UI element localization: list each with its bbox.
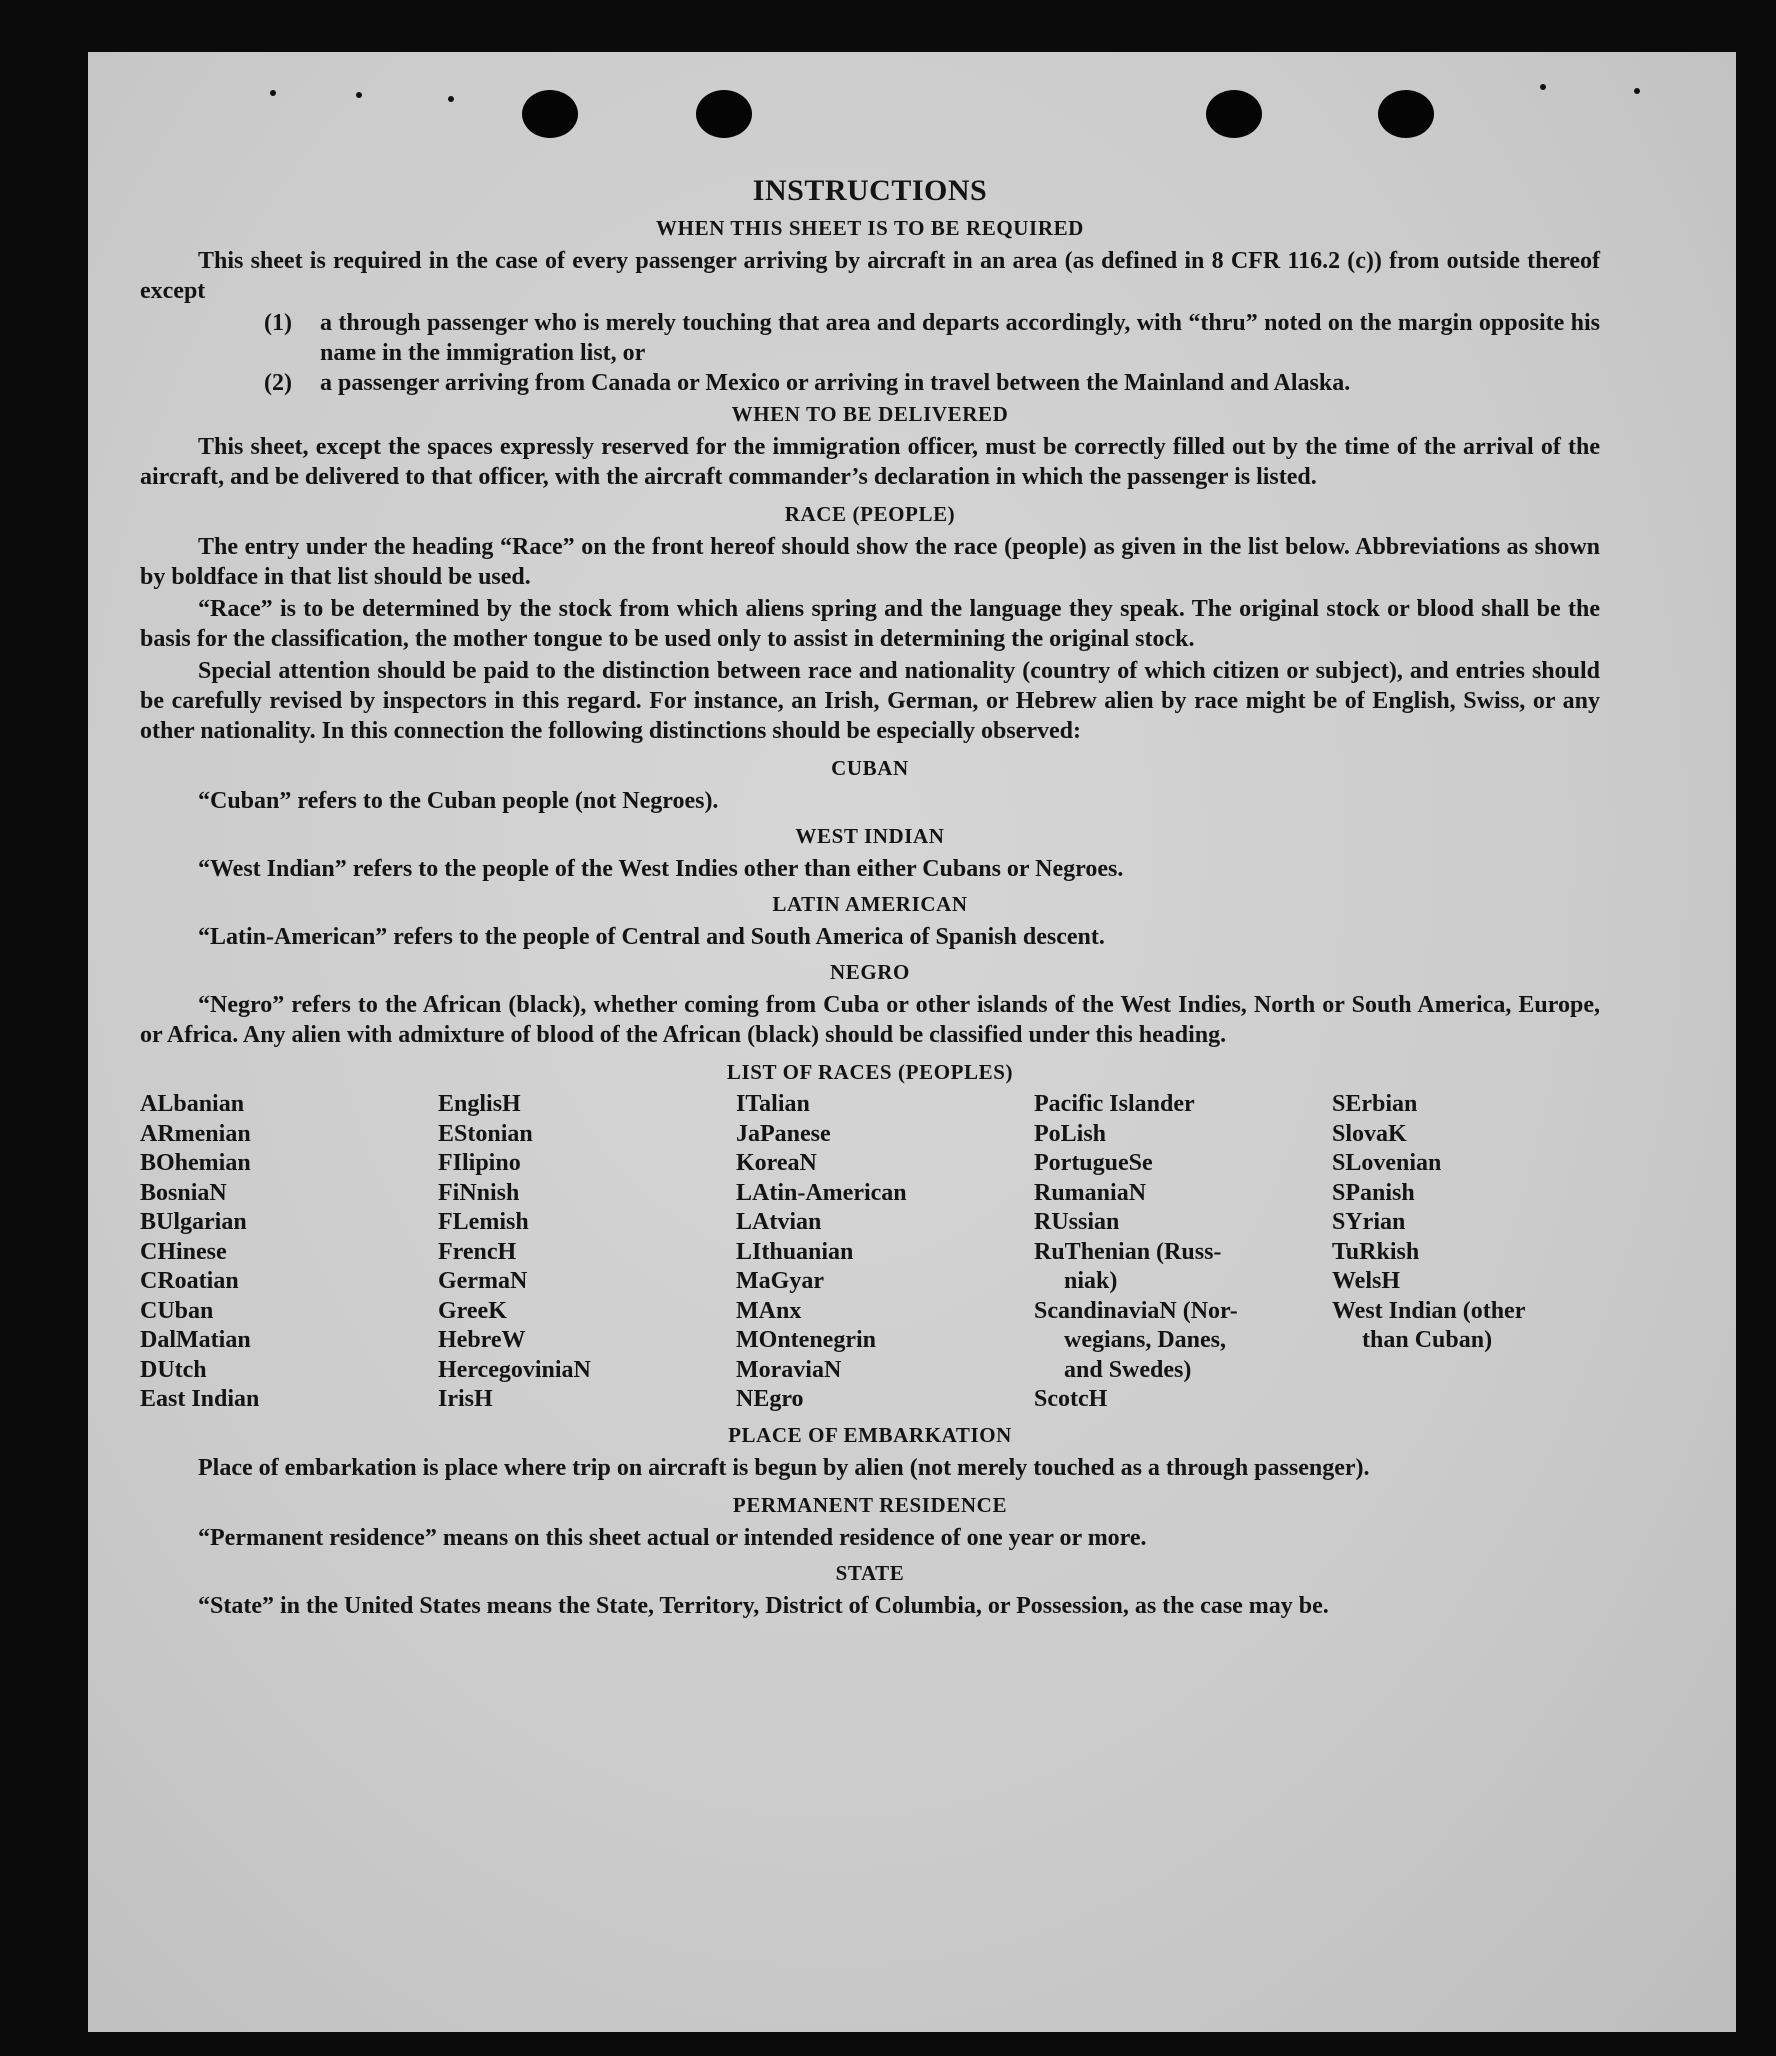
race-entry: DalMatian bbox=[140, 1327, 251, 1353]
document-sheet bbox=[88, 52, 1736, 2032]
heading-latin-american: LATIN AMERICAN bbox=[772, 892, 968, 916]
punch-hole bbox=[522, 90, 578, 138]
race-entry: and Swedes) bbox=[1064, 1356, 1192, 1383]
race-entry: MOntenegrin bbox=[736, 1327, 876, 1353]
race-entry: SErbian bbox=[1332, 1091, 1418, 1117]
race-entry: ScotcH bbox=[1034, 1386, 1108, 1412]
race-entry: NEgro bbox=[736, 1386, 804, 1412]
race-entry: ALbanian bbox=[140, 1091, 245, 1117]
race-paragraph: Special attention should be paid to the distinction between race and nationality (country of which citizen or subject), and entries should be carefully revised by inspectors in this regard. For instance, an Irish, German, or Hebrew alien by race might be of English, Swiss, or any other nationality. In this connection the following distinctions should be especially observed: bbox=[140, 658, 1600, 744]
latin-american-text: “Latin-American” refers to the people of Central and South America of Spanish descent. bbox=[198, 924, 1105, 950]
heading-state: STATE bbox=[835, 1560, 905, 1585]
race-entry: wegians, Danes, bbox=[1064, 1327, 1227, 1353]
race-entry: CHinese bbox=[140, 1238, 227, 1265]
race-entry: SYrian bbox=[1332, 1209, 1406, 1235]
race-entry: FiNnish bbox=[438, 1179, 520, 1206]
negro-text: “Negro” refers to the African (black), whether coming from Cuba or other islands of the West Indies, North or South America, Europe, or Africa. Any alien with admixture of blood of the African (black) should be classified under this heading. bbox=[140, 992, 1600, 1048]
race-entry: FrencH bbox=[438, 1238, 517, 1265]
race-entry: niak) bbox=[1064, 1268, 1118, 1294]
races-column bbox=[438, 1090, 736, 1415]
speck bbox=[448, 96, 454, 102]
race-entry: MoraviaN bbox=[736, 1356, 842, 1383]
punch-hole bbox=[1378, 90, 1434, 138]
race-entry: PoLish bbox=[1034, 1120, 1107, 1147]
race-entry: SPanish bbox=[1332, 1179, 1415, 1206]
race-entry: LAtin-American bbox=[736, 1179, 907, 1206]
race-entry: IrisH bbox=[438, 1386, 493, 1412]
races-column bbox=[1332, 1090, 1600, 1415]
heading-when-required: WHEN THIS SHEET IS TO BE REQUIRED bbox=[656, 216, 1084, 240]
instructions-content bbox=[140, 172, 1600, 1623]
heading-residence: PERMANENT RESIDENCE bbox=[732, 1492, 1008, 1517]
race-entry: HebreW bbox=[438, 1327, 526, 1353]
item-text: a through passenger who is merely touching that area and departs accordingly, with “thru” noted on the margin opposite his name in the immigration list, or bbox=[320, 310, 1600, 366]
race-entry: DUtch bbox=[140, 1356, 207, 1383]
speck bbox=[356, 92, 362, 98]
race-entry: KoreaN bbox=[736, 1150, 817, 1176]
race-entry: GreeK bbox=[438, 1297, 507, 1324]
race-entry: LIthuanian bbox=[736, 1238, 854, 1265]
race-entry: CUban bbox=[140, 1297, 214, 1324]
race-entry: ScandinaviaN (Nor- bbox=[1034, 1297, 1238, 1324]
race-entry: JaPanese bbox=[736, 1120, 831, 1147]
heading-negro: NEGRO bbox=[829, 960, 910, 984]
race-entry: PortugueSe bbox=[1034, 1150, 1153, 1176]
race-entry: HercegoviniaN bbox=[438, 1356, 591, 1383]
heading-race: RACE (PEOPLE) bbox=[784, 502, 956, 526]
race-entry: SlovaK bbox=[1332, 1120, 1407, 1147]
speck bbox=[1540, 84, 1546, 90]
west-indian-text: “West Indian” refers to the people of the West Indies other than either Cubans or Negroes. bbox=[198, 856, 1124, 882]
race-entry: RuThenian (Russ- bbox=[1034, 1238, 1222, 1265]
speck bbox=[1634, 88, 1640, 94]
race-entry: MAnx bbox=[736, 1297, 802, 1324]
residence-text: “Permanent residence” means on this sheet actual or intended residence of one year or more. bbox=[198, 1524, 1147, 1551]
race-entry: East Indian bbox=[140, 1386, 260, 1412]
heading-cuban: CUBAN bbox=[831, 756, 909, 780]
races-column bbox=[140, 1090, 438, 1415]
race-paragraph: The entry under the heading “Race” on the front hereof should show the race (people) as given in the list below. Abbreviations as shown by boldface in that list should be used. bbox=[140, 534, 1600, 590]
race-entry: RumaniaN bbox=[1034, 1179, 1147, 1206]
race-entry: WelsH bbox=[1332, 1268, 1401, 1294]
race-entry: West Indian (other bbox=[1332, 1297, 1526, 1324]
race-entry: than Cuban) bbox=[1362, 1327, 1493, 1353]
heading-west-indian: WEST INDIAN bbox=[795, 824, 945, 848]
embarkation-text: Place of embarkation is place where trip on aircraft is begun by alien (not merely touched as a through passenger). bbox=[198, 1454, 1370, 1481]
race-entry: SLovenian bbox=[1332, 1150, 1442, 1176]
speck bbox=[270, 90, 276, 96]
race-entry: RUssian bbox=[1034, 1209, 1120, 1235]
race-entry: MaGyar bbox=[736, 1268, 824, 1294]
list-item bbox=[264, 368, 1600, 398]
when-required-intro: This sheet is required in the case of every passenger arriving by aircraft in an area (as defined in 8 CFR 116.2 (c)) from outside thereof except bbox=[140, 248, 1600, 304]
race-entry: FIlipino bbox=[438, 1150, 521, 1176]
race-entry: ITalian bbox=[736, 1091, 810, 1117]
race-entry: GermaN bbox=[438, 1268, 528, 1294]
race-entry: BOhemian bbox=[140, 1150, 251, 1176]
cuban-text: “Cuban” refers to the Cuban people (not Negroes). bbox=[198, 788, 719, 814]
race-entry: Pacific Islander bbox=[1034, 1091, 1195, 1117]
races-column bbox=[736, 1090, 1034, 1415]
heading-when-delivered: WHEN TO BE DELIVERED bbox=[731, 402, 1009, 426]
heading-embarkation: PLACE OF EMBARKATION bbox=[728, 1422, 1012, 1447]
item-text: a passenger arriving from Canada or Mexico or arriving in travel between the Mainland and Alaska. bbox=[320, 370, 1351, 396]
punch-hole bbox=[1206, 90, 1262, 138]
race-entry: FLemish bbox=[438, 1209, 529, 1235]
race-entry: CRoatian bbox=[140, 1268, 239, 1294]
race-paragraph: “Race” is to be determined by the stock from which aliens spring and the language they speak. The original stock or blood shall be the basis for the classification, the mother tongue to be used only to assist in determining the original stock. bbox=[140, 596, 1600, 652]
races-table bbox=[140, 1090, 1600, 1415]
race-entry: LAtvian bbox=[736, 1209, 822, 1235]
state-text: “State” in the United States means the State, Territory, District of Columbia, or Possession, as the case may be. bbox=[198, 1592, 1329, 1619]
race-entry: ARmenian bbox=[140, 1120, 251, 1147]
when-delivered-text: This sheet, except the spaces expressly reserved for the immigration officer, must be correctly filled out by the time of the arrival of the aircraft, and be delivered to that officer, with the aircraft commander’s declaration in which the passenger is listed. bbox=[140, 434, 1600, 490]
race-entry: EnglisH bbox=[438, 1091, 521, 1117]
races-column bbox=[1034, 1090, 1332, 1415]
race-entry: TuRkish bbox=[1332, 1238, 1420, 1265]
punch-hole bbox=[696, 90, 752, 138]
item-number: (1) bbox=[264, 310, 292, 336]
race-entry: EStonian bbox=[438, 1120, 533, 1147]
heading-list-of-races: LIST OF RACES (PEOPLES) bbox=[726, 1060, 1014, 1084]
page-title: INSTRUCTIONS bbox=[752, 174, 988, 207]
item-number: (2) bbox=[264, 370, 292, 396]
list-item bbox=[264, 308, 1600, 368]
race-entry: BosniaN bbox=[140, 1179, 227, 1206]
race-entry: BUlgarian bbox=[140, 1209, 247, 1235]
